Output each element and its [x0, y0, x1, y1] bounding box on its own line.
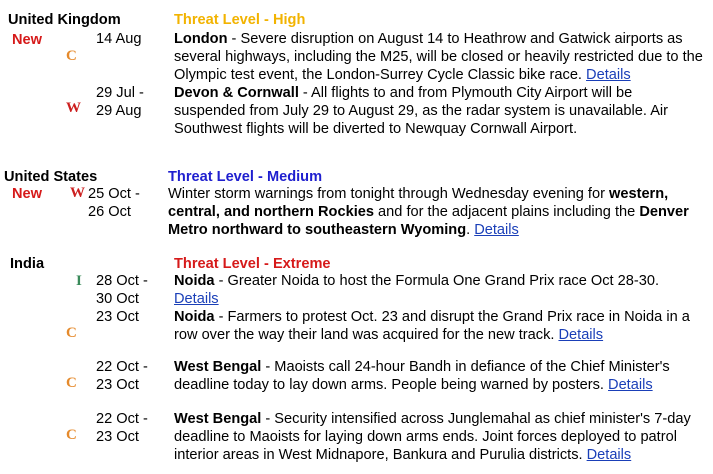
alert-date-start: 22 Oct -	[96, 411, 148, 427]
alert-dates	[96, 308, 171, 326]
alert-text	[174, 358, 704, 394]
alert-body: .	[466, 222, 475, 238]
new-badge: New	[12, 32, 43, 48]
details-link[interactable]: Details	[558, 327, 604, 343]
alert-place: Devon & Cornwall	[174, 85, 299, 101]
alert-date-end: 23 Oct	[96, 429, 139, 445]
alert-date-start: 14 Aug	[96, 31, 142, 47]
alert-region: western, central, and northern Rockies	[168, 186, 669, 220]
threat-level-us: Threat Level - Medium	[168, 169, 323, 185]
alert-place: West Bengal	[174, 411, 262, 427]
alert-dates	[96, 272, 171, 308]
category-c-icon: C	[66, 325, 77, 341]
alert-dates	[88, 185, 163, 221]
details-link[interactable]: Details	[586, 447, 632, 463]
new-badge: New	[12, 186, 43, 202]
alert-body: - Greater Noida to host the Formula One Grand Prix race Oct 28-30.	[214, 273, 660, 289]
alert-body: - Severe disruption on August 14 to Heathrow and Gatwick airports as several highways, including the M25, will be closed or heavily restricted due to the Olympic test event, the London-Surrey Cycle Classic bike race.	[174, 31, 703, 83]
alert-dates	[96, 30, 171, 48]
category-i-icon: I	[76, 273, 82, 289]
alert-dates	[96, 358, 171, 394]
details-link[interactable]: Details	[586, 67, 631, 83]
alert-date-start: 29 Jul -	[96, 85, 144, 101]
alert-dates	[96, 410, 171, 446]
alert-date-start: 23 Oct	[96, 309, 139, 325]
category-w-icon: W	[70, 185, 85, 201]
alert-place: Noida	[174, 273, 215, 289]
country-heading-uk: United Kingdom	[8, 12, 121, 28]
alert-date-start: 28 Oct -	[96, 273, 148, 289]
alert-body: - Farmers to protest Oct. 23 and disrupt the Grand Prix race in Noida in a row over the way their land was acquired for the new track.	[174, 309, 690, 343]
category-c-icon: C	[66, 48, 77, 64]
alert-dates	[96, 84, 171, 120]
alert-date-start: 22 Oct -	[96, 359, 148, 375]
alert-date-end: 29 Aug	[96, 103, 142, 119]
category-w-icon: W	[66, 100, 81, 116]
alert-text	[174, 272, 704, 308]
country-heading-us: United States	[4, 169, 98, 185]
country-heading-india: India	[10, 256, 45, 272]
alert-text	[174, 410, 704, 464]
alert-date-end: 23 Oct	[96, 377, 139, 393]
threat-level-uk: Threat Level - High	[174, 12, 306, 28]
alert-text	[174, 308, 704, 344]
alert-body: and for the adjacent plains including the	[374, 204, 640, 220]
alert-body: - All flights to and from Plymouth City Airport will be suspended from July 29 to August 29, as the radar system is unavailable. Air Southwest flights will be diverted to Newquay Cornwall Airport.	[174, 85, 669, 137]
alert-text	[174, 30, 704, 84]
alert-region: Denver Metro northward to southeastern Wyoming	[168, 204, 689, 238]
alert-text	[174, 84, 704, 138]
alert-place: London	[174, 31, 228, 47]
details-link[interactable]: Details	[174, 291, 219, 307]
details-link[interactable]: Details	[474, 222, 519, 238]
alert-date-end: 30 Oct	[96, 291, 139, 307]
category-c-icon: C	[66, 375, 77, 391]
alert-date-end: 26 Oct	[88, 204, 131, 220]
alert-date-start: 25 Oct -	[88, 186, 140, 202]
alert-body: - Security intensified across Junglemahal as chief minister's 7-day deadline to Maoists for laying down arms ends. Joint forces deployed to patrol interior areas in West Midnapore, Bankura and Purulia districts.	[174, 411, 691, 463]
alert-place: Noida	[174, 309, 215, 325]
category-c-icon: C	[66, 427, 77, 443]
alert-body: Winter storm warnings from tonight through Wednesday evening for	[168, 186, 609, 202]
alert-body: - Maoists call 24-hour Bandh in defiance of the Chief Minister's deadline today to lay down arms. People being warned by posters.	[174, 359, 670, 393]
alert-text	[168, 185, 708, 239]
details-link[interactable]: Details	[608, 377, 653, 393]
alert-place: West Bengal	[174, 359, 262, 375]
threat-level-india: Threat Level - Extreme	[174, 256, 331, 272]
